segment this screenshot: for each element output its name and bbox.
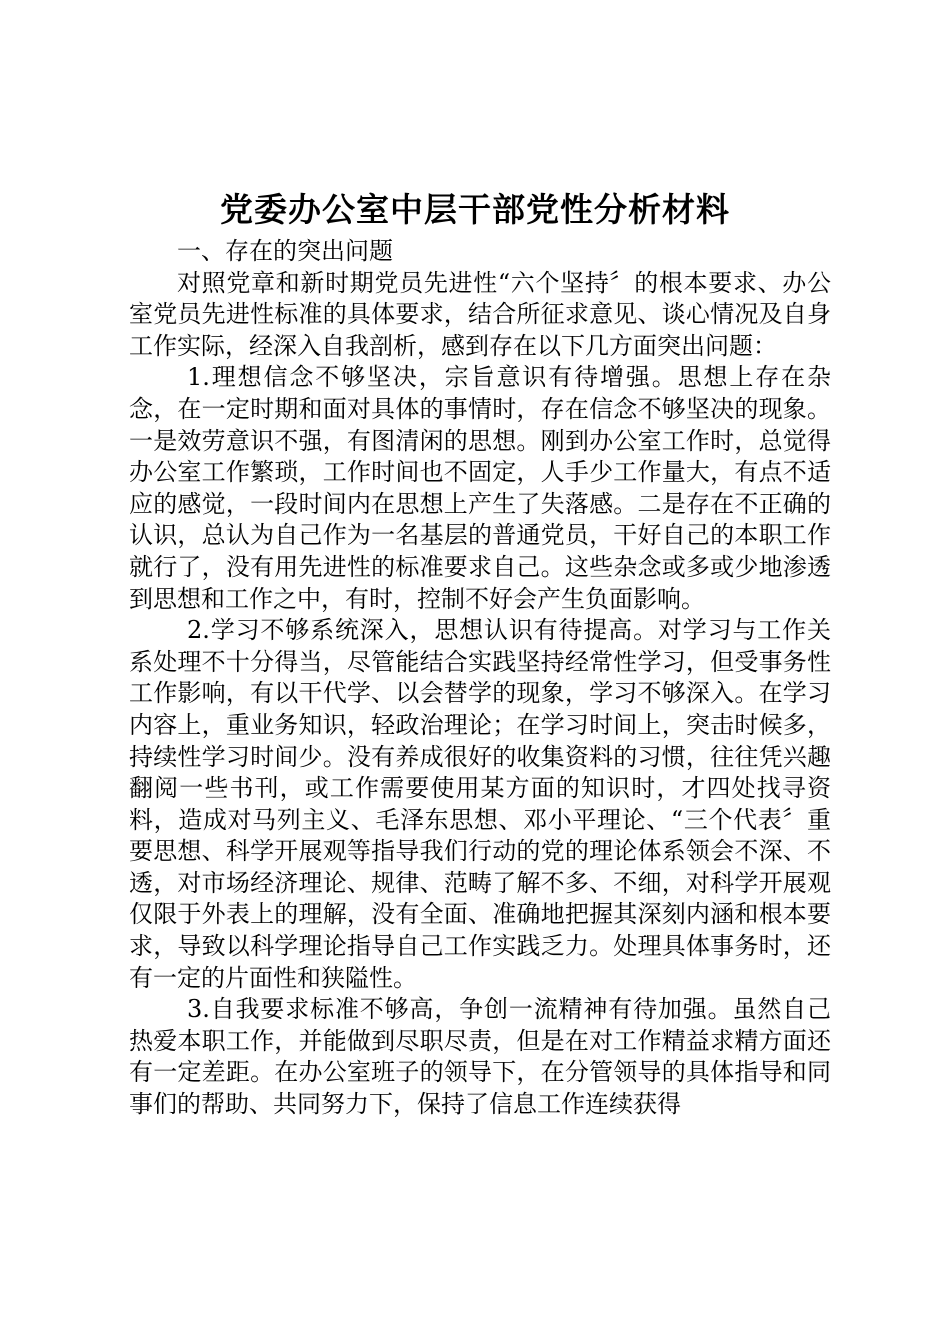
intro-paragraph: 对照党章和新时期党员先进性“六个坚持〞的根本要求、办公室党员先进性标准的具体要求，结合所征求意见、谈心情况及自身工作实际，经深入自我剖析，感到存在以下几方面突出问题： — [129, 268, 831, 360]
problem-item-2: 2.学习不够系统深入，思想认识有待提高。对学习与工作关系处理不十分得当，尽管能结合实践坚持经常性学习，但受事务性工作影响，有以干代学、以会替学的现象，学习不够深入。在学习内容上，重业务知识，轻政治理论；在学习时间上，突击时候多，持续性学习时间少。没有养成很好的收集资料的习惯，往往凭兴趣翻阅一些书刊，或工作需要使用某方面的知识时，才四处找寻资料，造成对马列主义、毛泽东思想、邓小平理论、“三个代表〞重要思想、科学开展观等指导我们行动的党的理论体系领会不深、不透，对市场经济理论、规律、范畴了解不多、不细，对科学开展观仅限于外表上的理解，没有全面、准确地把握其深刻内涵和根本要求，导致以科学理论指导自己工作实践乏力。处理具体事务时，还有一定的片面性和狭隘性。 — [129, 616, 831, 992]
problem-item-3: 3.自我要求标准不够高，争创一流精神有待加强。虽然自己热爱本职工作，并能做到尽职尽责，但是在对工作精益求精方面还有一定差距。在办公室班子的领导下，在分管领导的具体指导和同事们的帮助、共同努力下，保持了信息工作连续获得 — [129, 995, 831, 1119]
document-title: 党委办公室中层干部党性分析材料 — [220, 190, 730, 229]
problem-item-1: 1.理想信念不够坚决，宗旨意识有待增强。思想上存在杂念，在一定时期和面对具体的事情时，存在信念不够坚决的现象。一是效劳意识不强，有图清闲的思想。刚到办公室工作时，总觉得办公室工作繁琐，工作时间也不固定，人手少工作量大，有点不适应的感觉，一段时间内在思想上产生了失落感。二是存在不正确的认识，总认为自己作为一名基层的普通党员，干好自己的本职工作就行了，没有用先进性的标准要求自己。这些杂念或多或少地渗透到思想和工作之中，有时，控制不好会产生负面影响。 — [129, 363, 831, 613]
document-body — [129, 236, 831, 1121]
section-heading: 一、存在的突出问题 — [177, 237, 393, 265]
